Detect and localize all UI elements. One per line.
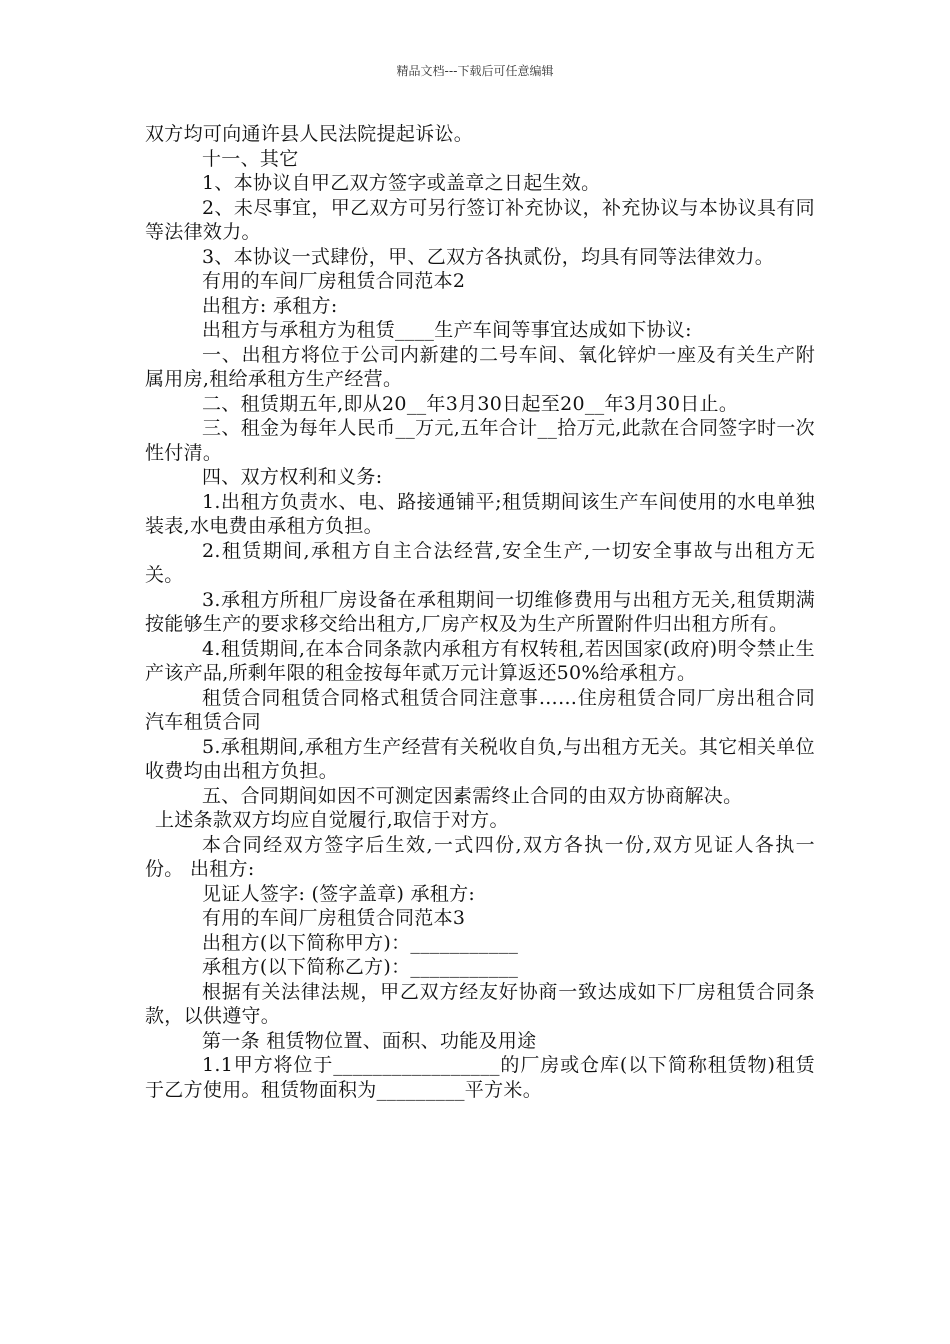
paragraph: 租赁合同租赁合同格式租赁合同注意事……住房租赁合同厂房出租合同汽车租赁合同 (145, 686, 815, 733)
paragraph: 五、合同期间如因不可测定因素需终止合同的由双方协商解决。 (202, 784, 743, 807)
paragraph: 3、本协议一式肆份，甲、乙双方各执贰份，均具有同等法律效力。 (202, 245, 775, 268)
paragraph: 5.承租期间,承租方生产经营有关税收自负,与出租方无关。其它相关单位收费均由出租方负担。 (145, 735, 815, 782)
contract-title: 有用的车间厂房租赁合同范本3 (202, 907, 466, 929)
paragraph: 2.租赁期间,承租方自主合法经营,安全生产,一切安全事故与出租方无关。 (145, 539, 815, 586)
paragraph: 1.1甲方将位于_________________的厂房或仓库(以下简称租赁物)租赁于乙方使用。租赁物面积为_________平方米。 (145, 1054, 815, 1101)
paragraph: 1.出租方负责水、电、路接通铺平;租赁期间该生产车间使用的水电单独装表,水电费由承租方负担。 (145, 490, 815, 537)
paragraph: 出租方与承租方为租赁____生产车间等事宜达成如下协议: (202, 319, 692, 341)
paragraph: 1、本协议自甲乙双方签字或盖章之日起生效。 (202, 172, 601, 194)
paragraph: 三、租金为每年人民币__万元,五年合计__拾万元,此款在合同签字时一次性付清。 (145, 417, 815, 464)
paragraph: 4.租赁期间,在本合同条款内承租方有权转租,若因国家(政府)明令禁止生产该产品,所剩年限的租金按每年贰万元计算返还50%给承租方。 (145, 637, 815, 684)
paragraph: 3.承租方所租厂房设备在承租期间一切维修费用与出租方无关,租赁期满按能够生产的要求移交给出租方,厂房产权及为生产所置附件归出租方所有。 (145, 588, 815, 635)
paragraph: 上述条款双方均应自觉履行,取信于对方。 (155, 809, 509, 831)
page-header: 精品文档---下载后可任意编辑 (396, 64, 554, 78)
paragraph: 出租方: 承租方: (202, 294, 338, 317)
paragraph: 二、租赁期五年,即从20__年3月30日起至20__年3月30日止。 (202, 392, 739, 415)
section-heading: 十一、其它 (202, 147, 299, 170)
section-heading: 四、双方权利和义务: (202, 466, 383, 488)
document-body (145, 122, 815, 1102)
paragraph: 本合同经双方签字后生效,一式四份,双方各执一份,双方见证人各执一份。 出租方: (145, 833, 815, 880)
paragraph: 承租方(以下简称乙方)：___________ (202, 956, 519, 978)
section-heading: 第一条 租赁物位置、面积、功能及用途 (202, 1029, 537, 1052)
paragraph: 双方均可向通许县人民法院提起诉讼。 (145, 123, 474, 145)
paragraph: 一、出租方将位于公司内新建的二号车间、氧化锌炉一座及有关生产附属用房,租给承租方生产经营。 (145, 343, 815, 390)
paragraph: 见证人签字: (签字盖章) 承租方: (202, 882, 476, 905)
paragraph: 2、未尽事宜，甲乙双方可另行签订补充协议，补充协议与本协议具有同等法律效力。 (145, 196, 815, 243)
paragraph: 根据有关法律法规，甲乙双方经友好协商一致达成如下厂房租赁合同条款，以供遵守。 (145, 980, 815, 1027)
contract-title: 有用的车间厂房租赁合同范本2 (202, 270, 466, 292)
paragraph: 出租方(以下简称甲方)：___________ (202, 931, 519, 954)
